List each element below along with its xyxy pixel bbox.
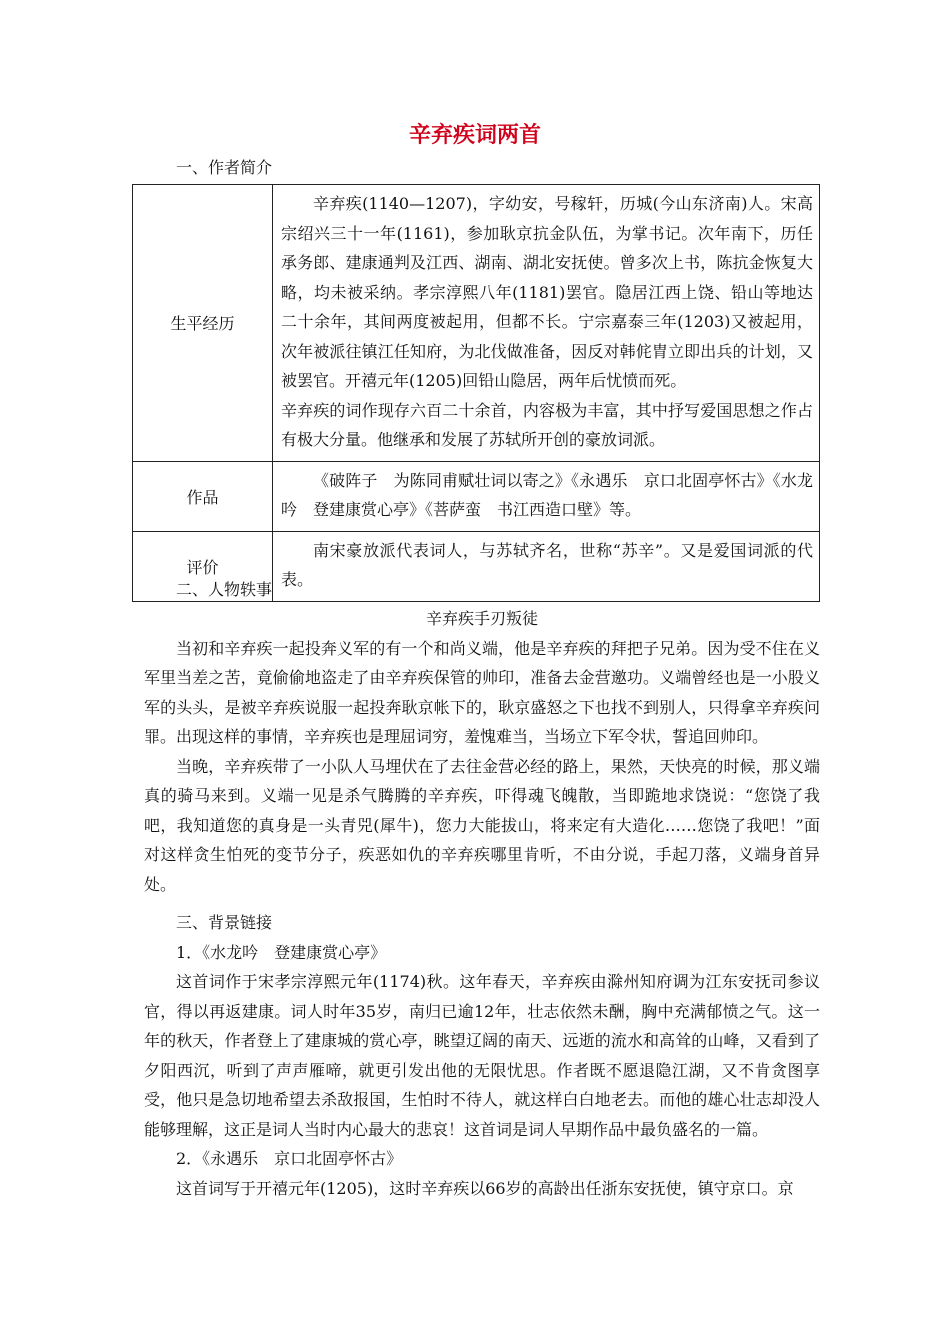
table-row [133,461,820,531]
works-paragraph: 《破阵子 为陈同甫赋壮词以寄之》《永遇乐 京口北固亭怀古》《水龙吟 登建康赏心亭》《菩萨蛮 书江西造口壁》等。 [281,470,813,519]
row-content-evaluation [273,531,820,601]
story-paragraph: 当晚，辛弃疾带了一小队人马埋伏在了去往金营必经的路上，果然，天快亮的时候，那义端真的骑马来到。义端一见是杀气腾腾的辛弃疾，吓得魂飞魄散，当即跪地求饶说：“您饶了我吧，我知道您的真身是一头青兕(犀牛)，您力大能拔山，将来定有大造化……您饶了我吧！”面对这样贪生怕死的变节分子，疾恶如仇的辛弃疾哪里肯听，不由分说，手起刀落，义端身首异处。 [144,756,820,894]
section-heading-anecdote: 二、人物轶事 [176,580,273,599]
background-section [144,908,820,1203]
background-item-text: 这首词作于宋孝宗淳熙元年(1174)秋。这年春天，辛弃疾由滁州知府调为江东安抚司参议官，得以再返建康。词人时年35岁，南归已逾12年，壮志依然未酬，胸中充满郁愤之气。这一年的秋天，作者登上了建康城的赏心亭，眺望辽阔的南天、远逝的流水和高耸的山峰，又看到了夕阳西沉，听到了声声雁啼，就更引发出他的无限忧思。作者既不愿退隐江湖，又不肯贪图享受，他只是急切地希望去杀敌报国，生怕时不待人，就这样白白地老去。而他的雄心壮志却没人能够理解，这正是词人当时内心最大的悲哀！这首词是词人早期作品中最负盛名的一篇。 [144,972,820,1139]
page-title: 辛弃疾词两首 [408,123,541,148]
row-content-life [273,185,820,462]
section-heading-author: 一、作者简介 [176,158,273,177]
life-paragraph: 辛弃疾的词作现存六百二十余首，内容极为丰富，其中抒写爱国思想之作占有极大分量。他继承和发展了苏轼所开创的豪放词派。 [281,400,813,449]
background-item-title: 1．《水龙吟 登建康赏心亭》 [176,942,387,962]
row-label-works: 作品 [133,461,273,531]
table-row [133,185,820,462]
row-label-evaluation: 评价 [133,531,273,601]
row-content-works [273,461,820,531]
section-heading-background: 三、背景链接 [176,913,273,932]
author-bio-table [132,184,820,602]
evaluation-paragraph: 南宋豪放派代表词人，与苏轼齐名，世称“苏辛”。又是爱国词派的代表。 [281,540,813,589]
anecdote-body [144,604,820,899]
life-paragraph: 辛弃疾(1140—1207)，字幼安，号稼轩，历城(今山东济南)人。宋高宗绍兴三十一年(1161)，参加耿京抗金队伍，为掌书记。次年南下，历任承务郎、建康通判及江西、湖南、湖北安抚使。曾多次上书，陈抗金恢复大略，均未被采纳。孝宗淳熙八年(1181)罢官。隐居江西上饶、铅山等地达二十余年，其间两度被起用，但都不长。宁宗嘉泰三年(1203)又被起用，次年被派往镇江任知府，为北伐做准备，因反对韩侂胄立即出兵的计划，又被罢官。开禧元年(1205)回铅山隐居，两年后忧愤而死。 [281,194,813,390]
row-label-life: 生平经历 [133,185,273,462]
story-paragraph: 当初和辛弃疾一起投奔义军的有一个和尚义端，他是辛弃疾的拜把子兄弟。因为受不住在义军里当差之苦，竟偷偷地盗走了由辛弃疾保管的帅印，准备去金营邀功。义端曾经也是一小股义军的头头，是被辛弃疾说服一起投奔耿京帐下的，耿京盛怒之下也找不到别人，只得拿辛弃疾问罪。出现这样的事情，辛弃疾也是理屈词穷，羞愧难当，当场立下军令状，誓追回帅印。 [144,638,820,746]
background-item-text: 这首词写于开禧元年(1205)，这时辛弃疾以66岁的高龄出任浙东安抚使，镇守京口。京 [176,1178,794,1198]
background-item-title: 2．《永遇乐 京口北固亭怀古》 [176,1149,403,1168]
story-title: 辛弃疾手刃叛徒 [425,609,538,628]
